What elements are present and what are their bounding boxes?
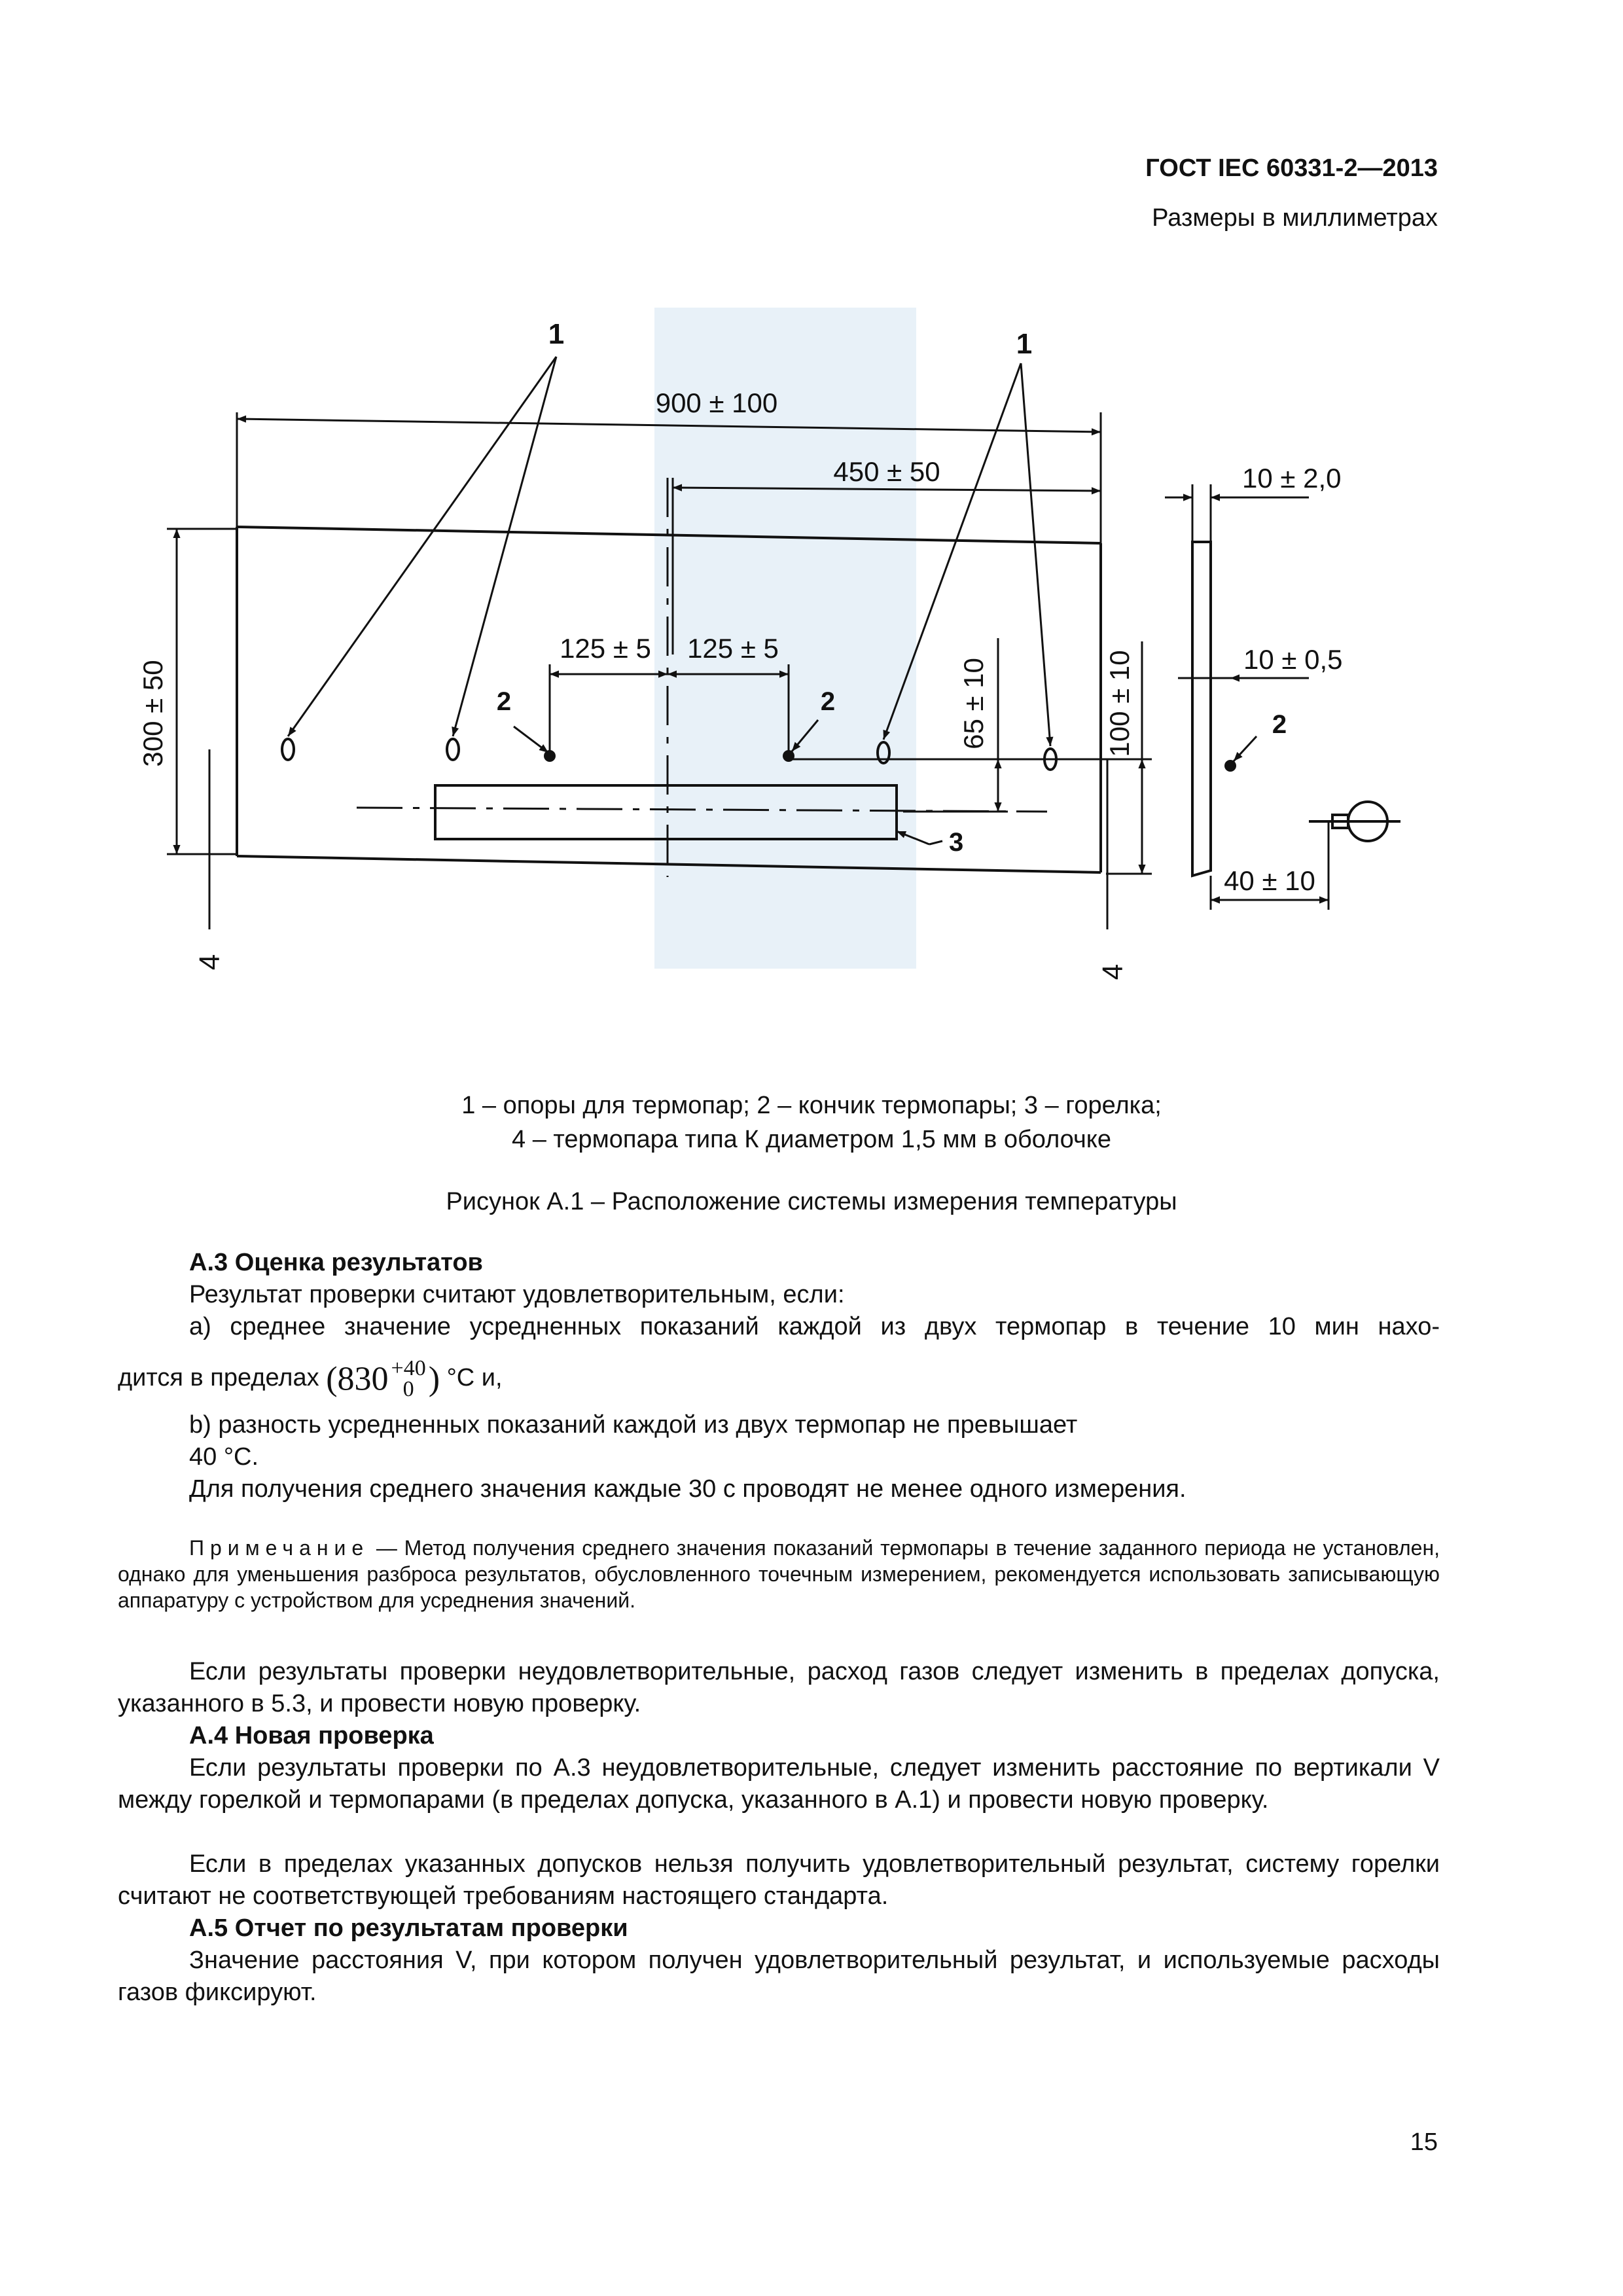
dim-tip-right: 125 ± 5	[687, 633, 779, 664]
document-code: ГОСТ IEC 60331-2—2013	[1145, 154, 1438, 182]
item-a-prefix: дится в пределах	[118, 1364, 319, 1392]
section-a3-measurement-rule: Для получения среднего значения каждые 30 с проводят не менее одного измерения.	[189, 1475, 1186, 1503]
dim-tip-above-edge: 100 ± 10	[1104, 650, 1135, 757]
page-number: 15	[1410, 2128, 1438, 2156]
dim-board-thickness: 10 ± 2,0	[1242, 463, 1342, 493]
dim-half-width: 450 ± 50	[833, 456, 940, 487]
section-a3-heading: А.3 Оценка результатов	[189, 1249, 483, 1276]
temperature-lower: 0	[402, 1377, 414, 1401]
callout-2-left: 2	[496, 687, 512, 716]
temperature-close-paren: )	[428, 1360, 440, 1398]
dim-tip-from-front: 40 ± 10	[1224, 865, 1315, 896]
callout-3: 3	[949, 828, 964, 857]
section-a3-note	[118, 1535, 1440, 1613]
callout-2-side: 2	[1272, 710, 1287, 739]
section-a4-paragraph-2: Если в пределах указанных допусков нельзя получить удовлетворительный результат, систему горелки считают не соответствующей требованиям настоящего стандарта.	[118, 1850, 1440, 1910]
figure-legend-line-1: 1 – опоры для термопар; 2 – кончик термопары; 3 – горелка;	[461, 1092, 1162, 1119]
section-a3-item-b-line-2: 40 °C.	[189, 1443, 259, 1471]
dim-height: 300 ± 50	[137, 660, 168, 767]
dim-overall-width: 900 ± 100	[655, 387, 778, 418]
dim-tip-above-burner: 65 ± 10	[958, 658, 989, 749]
figure-legend-line-2: 4 – термопара типа К диаметром 1,5 мм в оболочке	[512, 1126, 1111, 1153]
note-label: Примечание	[189, 1536, 370, 1560]
figure-a1	[0, 0, 1623, 1021]
side-view-board	[1192, 542, 1211, 876]
section-a5-paragraph: Значение расстояния V, при котором получен удовлетворительный результат, и используемые расходы газов фиксируют.	[118, 1946, 1440, 2006]
callout-4-right: 4	[1097, 963, 1129, 980]
section-a3-item-a-line-1: a) среднее значение усредненных показаний каждой из двух термопар в течение 10 мин нахо-	[189, 1313, 1440, 1340]
side-view-thermocouple-end	[1309, 802, 1400, 841]
dim-tip-left: 125 ± 5	[560, 633, 651, 664]
units-note: Размеры в миллиметрах	[1152, 204, 1438, 232]
section-a3-item-b-line-1: b) разность усредненных показаний каждой из двух термопар не превышает	[189, 1411, 1078, 1439]
temperature-tolerance	[391, 1358, 426, 1400]
callout-4-left: 4	[194, 954, 226, 971]
section-a4-heading: А.4 Новая проверка	[189, 1722, 434, 1749]
item-a-suffix: °C и,	[446, 1364, 503, 1392]
section-a4-paragraph-1: Если результаты проверки по А.3 неудовлетворительные, следует изменить расстояние по вертикали V между горелкой и термопарами (в пределах допуска, указанного в А.1) и провести новую проверку.	[118, 1754, 1440, 1814]
figure-caption: Рисунок А.1 – Расположение системы измерения температуры	[446, 1188, 1177, 1215]
callout-2-middle: 2	[820, 687, 836, 716]
callout-1-right: 1	[1016, 328, 1033, 360]
dim-tip-from-board: 10 ± 0,5	[1243, 644, 1343, 675]
section-a3-intro: Результат проверки считают удовлетворительным, если:	[189, 1281, 845, 1308]
temperature-open-paren: (	[326, 1360, 338, 1398]
section-a5-heading: А.5 Отчет по результатам проверки	[189, 1914, 628, 1942]
section-a3-retry-paragraph: Если результаты проверки неудовлетворительные, расход газов следует изменить в пределах допуска, указанного в 5.3, и провести новую проверку.	[118, 1658, 1440, 1717]
temperature-upper: +40	[391, 1356, 426, 1380]
note-text: — Метод получения среднего значения показаний термопары в течение заданного периода не установлен, однако для уменьшения разброса результатов, обусловленного точечным измерением, рекомендуется использовать записывающую аппаратуру с устройством для усреднения значений.	[118, 1536, 1440, 1612]
temperature-nominal: 830	[337, 1360, 389, 1398]
callout-1-left: 1	[548, 318, 565, 350]
section-a3-item-a-line-2	[118, 1358, 503, 1400]
